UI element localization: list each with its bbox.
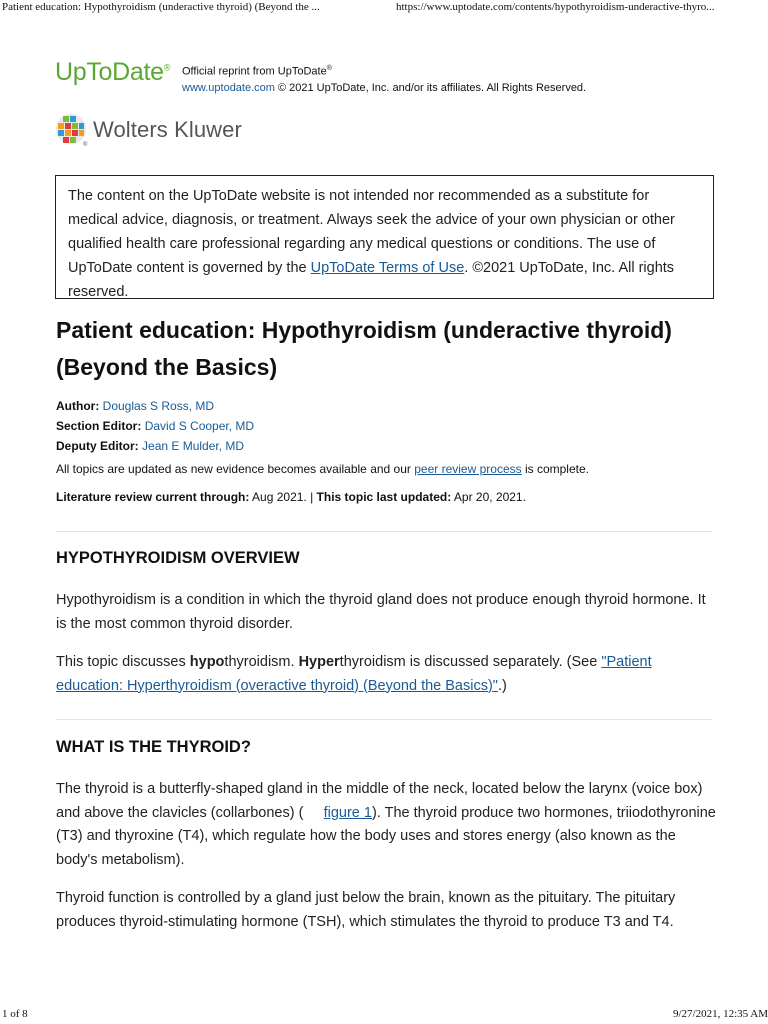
update-note-text: All topics are updated as new evidence becomes available and our: [56, 462, 415, 476]
literature-review-line: [56, 490, 526, 504]
copyright-text: © 2021 UpToDate, Inc. and/or its affiliates. All Rights Reserved.: [274, 81, 587, 94]
page-number: 1 of 8: [2, 1008, 28, 1020]
overview-p2-text-d: thyroidism is discussed separately. (See: [339, 654, 602, 670]
section-editor-link[interactable]: David S Cooper, MD: [144, 419, 255, 433]
print-header: [0, 0, 768, 16]
terms-of-use-link[interactable]: UpToDate Terms of Use: [310, 260, 465, 276]
peer-review-link[interactable]: peer review process: [414, 462, 522, 476]
divider: [56, 531, 712, 532]
overview-p2-bold-hyper: Hyper: [298, 654, 340, 670]
overview-p2-text-a: This topic discusses: [56, 654, 190, 670]
thyroid-p1-text-b: ). The thyroid produce two hormones, triiodothyronine (T3) and thyroxine (T4), which regulate how the body uses and stores energy (also known as the body's metabolism).: [56, 804, 716, 868]
print-timestamp: 9/27/2021, 12:35 AM: [672, 1008, 768, 1020]
author-link[interactable]: Douglas S Ross, MD: [102, 399, 215, 413]
lit-review-value: Aug 2021. |: [249, 490, 317, 504]
article-credits: [56, 396, 254, 456]
print-header-url: https://www.uptodate.com/contents/hypothyroidism-underactive-thyro...: [396, 1, 715, 13]
uptodate-site-link[interactable]: www.uptodate.com: [182, 81, 275, 94]
update-note: [56, 462, 589, 476]
thyroid-paragraph-1: [56, 778, 716, 872]
print-footer: [0, 1006, 768, 1024]
section-heading-overview: HYPOTHYROIDISM OVERVIEW: [56, 549, 300, 567]
page-title: Patient education: Hypothyroidism (underactive thyroid) (Beyond the Basics): [56, 317, 672, 380]
deputy-editor-label: Deputy Editor:: [56, 439, 139, 453]
overview-p2-text-e: .): [497, 677, 507, 694]
reprint-line: Official reprint from UpToDate: [182, 65, 327, 78]
author-label: Author:: [56, 399, 100, 413]
overview-paragraph-1: Hypothyroidism is a condition in which the thyroid gland does not produce enough thyroid hormone. It is the most common thyroid disorder.: [56, 592, 706, 632]
figure-1-link[interactable]: figure 1: [323, 804, 372, 821]
uptodate-logo[interactable]: [55, 58, 170, 87]
wolters-kluwer-logo: [55, 113, 242, 147]
update-note-end: is complete.: [521, 462, 589, 476]
uptodate-logo-reg: ®: [163, 62, 171, 73]
disclaimer-text: The content on the UpToDate website is not intended nor recommended as a substitute for medical advice, diagnosis, or treatment. Always seek the advice of your own physician or other qualified health care professional regarding any medical questions or conditions. The use of UpToDate content is governed by the: [68, 188, 675, 276]
uptodate-logo-text: UpToDate: [55, 58, 164, 86]
lit-review-label: Literature review current through:: [56, 490, 250, 504]
disclaimer-text-end: . ©2021 UpToDate, Inc. All rights reserved.: [68, 260, 675, 300]
divider: [56, 719, 712, 720]
overview-p2-bold-hypo: hypo: [189, 654, 225, 670]
thyroid-p1-text-a: The thyroid is a butterfly-shaped gland in the middle of the neck, located below the larynx (voice box) and above the clavicles (collarbones) (: [56, 781, 703, 821]
deputy-editor-link[interactable]: Jean E Mulder, MD: [142, 439, 245, 453]
overview-paragraph-2: [56, 651, 716, 698]
last-updated-label: This topic last updated:: [316, 490, 452, 504]
hyperthyroidism-article-link[interactable]: "Patient education: Hyperthyroidism (overactive thyroid) (Beyond the Basics)": [56, 654, 652, 694]
reprint-reg: ®: [326, 65, 332, 72]
section-editor-label: Section Editor:: [56, 419, 142, 433]
section-heading-thyroid: WHAT IS THE THYROID?: [56, 738, 251, 756]
wolters-kluwer-mark-icon: [55, 113, 89, 147]
disclaimer-box: [55, 175, 714, 299]
reprint-notice: [182, 61, 586, 96]
overview-p2-text-c: thyroidism.: [224, 654, 299, 670]
thyroid-paragraph-2: Thyroid function is controlled by a gland just below the brain, known as the pituitary. The pituitary produces thyroid-stimulating hormone (TSH), which stimulates the thyroid to produce T3 and T4.: [56, 890, 676, 930]
print-header-title: Patient education: Hypothyroidism (underactive thyroid) (Beyond the ...: [2, 1, 320, 13]
svg-text:®: ®: [83, 142, 88, 147]
last-updated-value: Apr 20, 2021.: [451, 490, 526, 504]
wolters-kluwer-name: Wolters Kluwer: [93, 117, 242, 142]
